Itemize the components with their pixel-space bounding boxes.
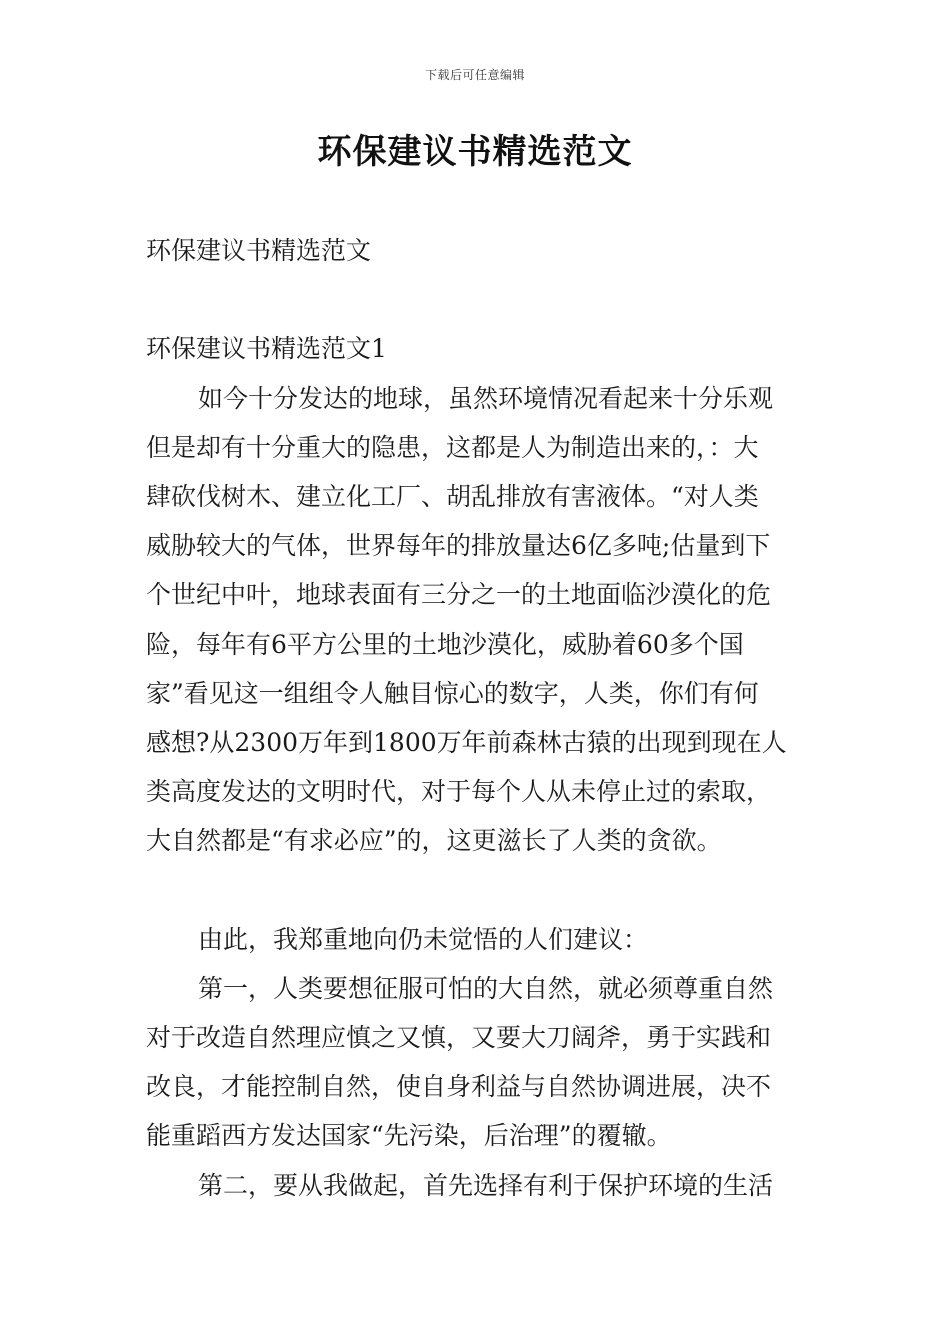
paragraph-line: 肆砍伐树木、建立化工厂、胡乱排放有害液体。“对人类 bbox=[146, 481, 759, 511]
subtitle: 环保建议书精选范文 bbox=[146, 236, 372, 265]
paragraph-line: 险，每年有6平方公里的土地沙漠化，威胁着60多个国 bbox=[146, 629, 744, 659]
paragraph-line: 第二，要从我做起，首先选择有利于保护环境的生活 bbox=[198, 1170, 774, 1200]
paragraph-3 bbox=[146, 964, 810, 1161]
paragraph-line: 但是却有十分重大的隐患，这都是人为制造出来的，：大 bbox=[146, 432, 759, 462]
paragraph-line: 威胁较大的气体，世界每年的排放量达6亿多吨;估量到下 bbox=[146, 531, 771, 561]
paragraph-line: 能重蹈西方发达国家“先污染，后治理”的覆辙。 bbox=[146, 1121, 672, 1151]
paragraph-line: 对于改造自然理应慎之又慎，又要大刀阔斧，勇于实践和 bbox=[146, 1023, 772, 1052]
paragraph-1 bbox=[146, 374, 810, 866]
paragraph-4 bbox=[146, 1161, 810, 1210]
paragraph-2 bbox=[146, 915, 810, 964]
header-note: 下载后可任意编辑 bbox=[424, 68, 525, 82]
section-heading: 环保建议书精选范文1 bbox=[146, 334, 387, 364]
paragraph-line: 如今十分发达的地球，虽然环境情况看起来十分乐观 bbox=[198, 383, 774, 413]
paragraph-line: 改良，才能控制自然，使自身利益与自然协调进展，决不 bbox=[146, 1072, 772, 1102]
paragraph-line: 大自然都是“有求必应”的，这更滋长了人类的贪欲。 bbox=[146, 826, 722, 856]
paragraph-line: 感想?从2300万年到1800万年前森林古猿的出现到现在人 bbox=[146, 727, 787, 757]
document-body bbox=[146, 226, 810, 1210]
paragraph-line: 第一，人类要想征服可怕的大自然，就必须尊重自然 bbox=[198, 973, 774, 1003]
document-title: 环保建议书精选范文 bbox=[317, 132, 633, 172]
paragraph-line: 类高度发达的文明时代，对于每个人从未停止过的索取， bbox=[146, 777, 772, 807]
paragraph-line: 个世纪中叶，地球表面有三分之一的土地面临沙漠化的危 bbox=[146, 580, 772, 610]
paragraph-line: 家”看见这一组组令人触目惊心的数字，人类，你们有何 bbox=[146, 678, 759, 708]
blank-line bbox=[146, 865, 810, 914]
paragraph-line: 由此，我郑重地向仍未觉悟的人们建议： bbox=[198, 924, 649, 954]
blank-line bbox=[146, 275, 810, 324]
